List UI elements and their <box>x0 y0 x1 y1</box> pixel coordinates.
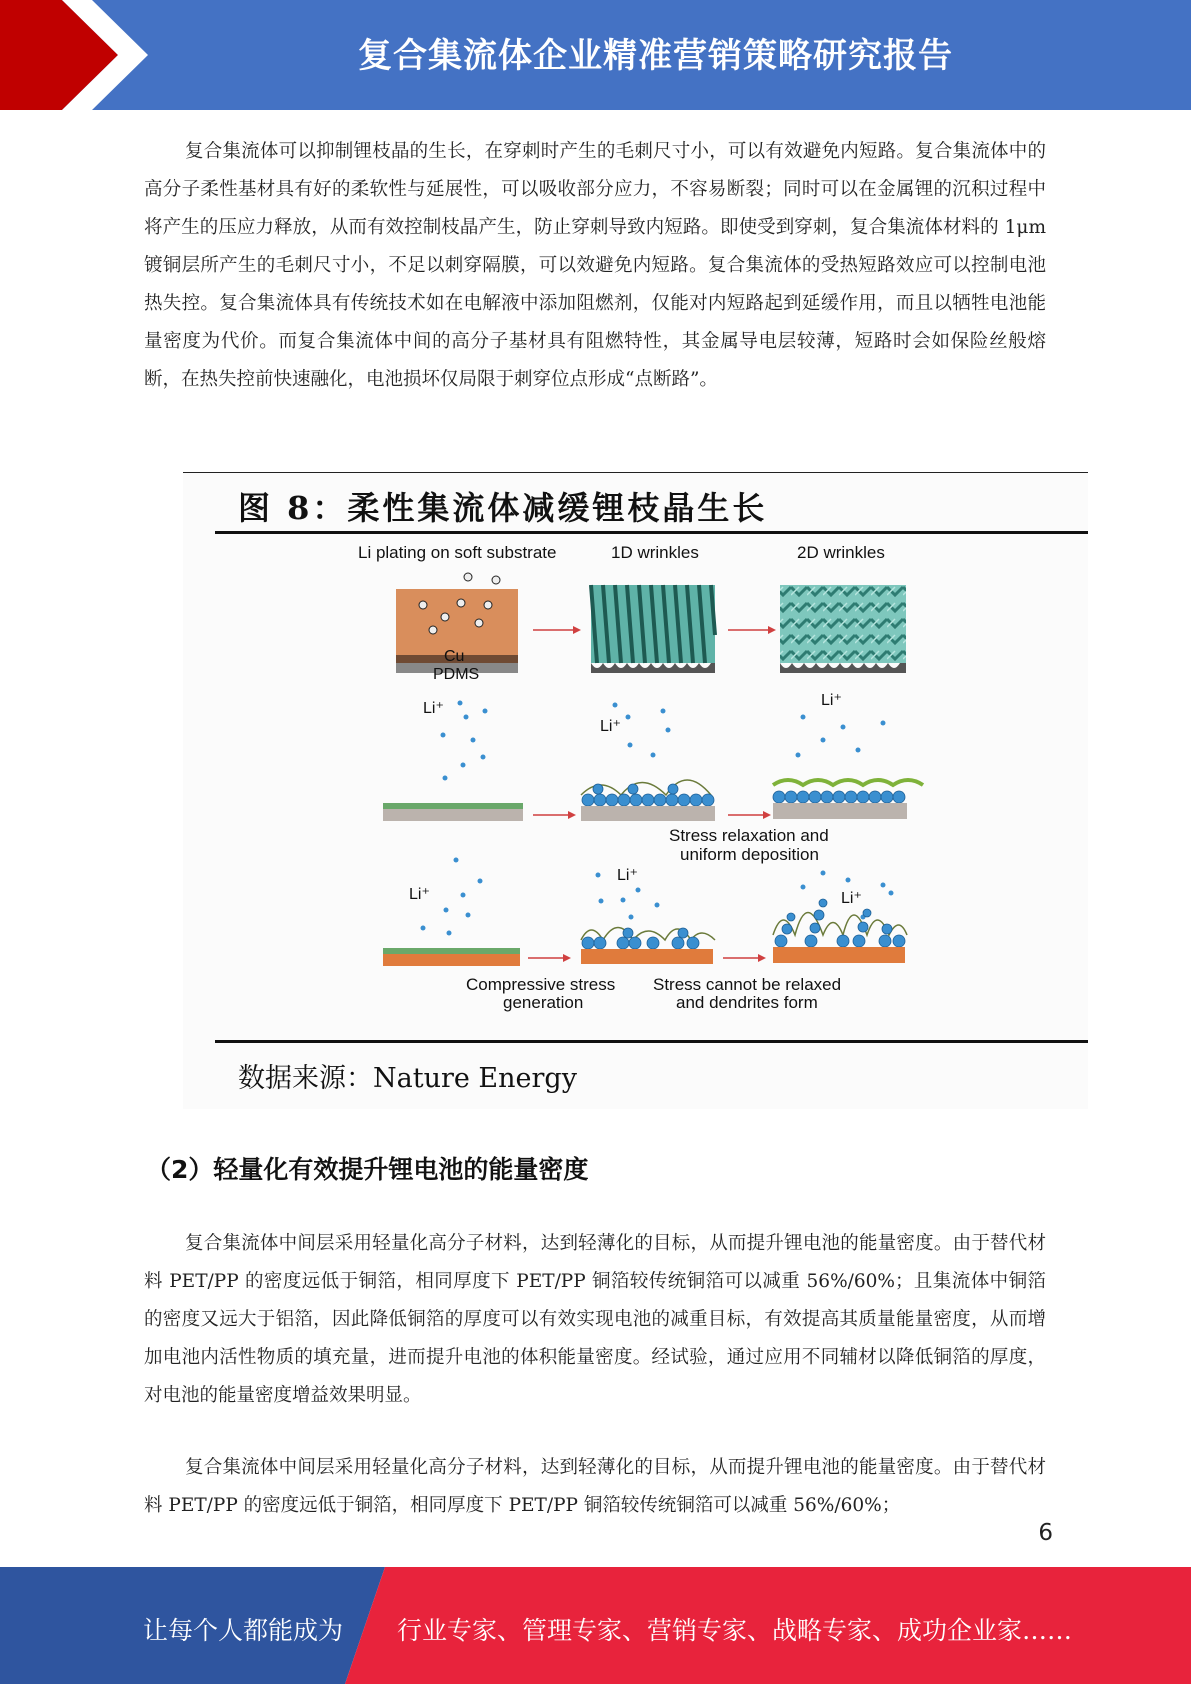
label-relax-1: Stress relaxation and <box>669 826 829 845</box>
flat-substrate-r3 <box>383 948 520 954</box>
label-compress-1: Compressive stress <box>466 975 616 994</box>
footer-slogan-left: 让每个人都能成为 <box>143 1616 344 1645</box>
figure-top-rule <box>215 531 1088 534</box>
li-ions-r2c1 <box>441 701 488 781</box>
1d-deposition-r2 <box>581 780 715 821</box>
body-paragraph-3: 复合集流体中间层采用轻量化高分子材料，达到轻薄化的目标，从而提升锂电池的能量密度。由于替代材料 PET/PP 的密度远低于铜箔，相同厚度下 PET/PP 铜箔较传统铜箔可以减重 56%/60%； <box>144 1457 1046 1516</box>
label-li-ion-r2c3: Li⁺ <box>821 692 842 709</box>
label-li-ion-r3c1: Li⁺ <box>409 886 430 903</box>
figure-8 <box>183 472 1088 1109</box>
label-pdms: PDMS <box>433 666 480 683</box>
body-paragraph-2: 复合集流体中间层采用轻量化高分子材料，达到轻薄化的目标，从而提升锂电池的能量密度。由于替代材料 PET/PP 的密度远低于铜箔，相同厚度下 PET/PP 铜箔较传统铜箔可以减重 56%/60%；且集流体中铜箔的密度又远大于铝箔，因此降低铜箔的厚度可以有效实现电池的减重目标，有效提高其质量能量密度，从而增加电池内活性物质的填充量，进而提升电池的体积能量密度。经试验，通过应用不同辅材以降低铜箔的厚度，对电池的能量密度增益效果明显。 <box>144 1233 1046 1406</box>
body-paragraph-1: 复合集流体可以抑制锂枝晶的生长，在穿刺时产生的毛刺尺寸小，可以有效避免内短路。复合集流体中的高分子柔性基材具有好的柔软性与延展性，可以吸收部分应力，不容易断裂；同时可以在金属锂的沉积过程中将产生的压应力释放，从而有效控制枝晶产生，防止穿刺导致内短路。即使受到穿刺，复合集流体材料的 1μm 镀铜层所产生的毛刺尺寸小，不足以刺穿隔膜，可以效避免内短路。复合集流体的受热短路效应可以控制电池热失控。复合集流体具有传统技术如在电解液中添加阻燃剂，仅能对内短路起到延缓作用，而且以牺牲电池能量密度为代价。而复合集流体中间的高分子基材具有阻燃特性，其金属导电层较薄，短路时会如保险丝般熔断，在热失控前快速融化，电池损坏仅局限于刺穿位点形成“点断路”。 <box>144 141 1046 390</box>
label-li-ion-r2c2: Li⁺ <box>600 718 621 735</box>
label-li-ion-r3c3: Li⁺ <box>841 890 862 907</box>
report-title: 复合集流体企业精准营销策略研究报告 <box>358 36 953 76</box>
header-banner <box>0 0 1191 110</box>
footer-banner <box>0 1567 1191 1684</box>
label-1d-wrinkles: 1D wrinkles <box>611 543 699 562</box>
figure-source: 数据来源：Nature Energy <box>238 1063 577 1094</box>
label-dendrite-1: Stress cannot be relaxed <box>653 975 842 994</box>
figure-title: 图 8：柔性集流体减缓锂枝晶生长 <box>238 489 768 527</box>
footer-slogan-right: 行业专家、管理专家、营销专家、战略专家、成功企业家…… <box>397 1616 1073 1645</box>
dendrite-diagram <box>183 535 1088 1040</box>
compressed-deposition-r3 <box>581 928 715 965</box>
1d-wrinkle-block <box>591 585 715 673</box>
label-li-ion-r3c2: Li⁺ <box>617 867 638 884</box>
flat-substrate-r2 <box>383 803 523 809</box>
label-dendrite-2: and dendrites form <box>676 993 818 1012</box>
label-compress-2: generation <box>503 993 584 1012</box>
dendrite-growth-r3 <box>773 899 907 963</box>
label-cu: Cu <box>444 648 465 665</box>
label-2d-wrinkles: 2D wrinkles <box>797 543 885 562</box>
2d-deposition-r2 <box>773 780 923 819</box>
figure-bottom-rule <box>215 1040 1088 1043</box>
soft-substrate-block <box>396 573 518 683</box>
label-li-plating: Li plating on soft substrate <box>358 543 557 562</box>
section-heading: （2）轻量化有效提升锂电池的能量密度 <box>146 1155 589 1184</box>
2d-wrinkle-block <box>780 585 906 673</box>
label-li-ion-r2c1: Li⁺ <box>423 700 444 717</box>
label-relax-2: uniform deposition <box>680 845 819 864</box>
page-number: 6 <box>1038 1520 1053 1546</box>
